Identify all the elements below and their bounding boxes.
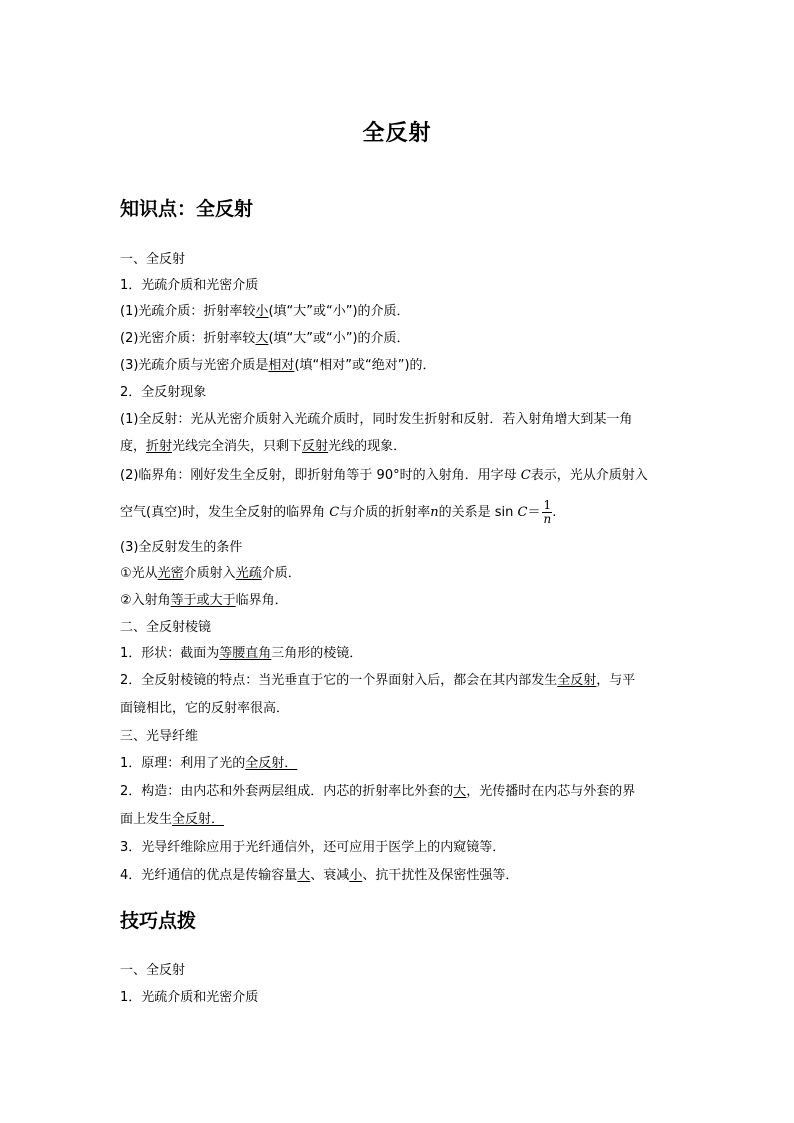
symbol-C: C: [329, 505, 340, 520]
text-line: 面镜相比，它的反射率很高．: [120, 701, 290, 716]
text-line: 一、全反射: [120, 252, 186, 267]
period: .: [552, 505, 557, 520]
text-span: ，光传播时在内芯与外套的界: [466, 784, 636, 799]
text-line: [120, 304, 410, 320]
symbol-C: C: [520, 468, 531, 483]
symbol-C: C: [517, 505, 528, 520]
text-span: 临界角．: [235, 593, 288, 608]
text-line: [120, 756, 297, 772]
text-line: 3．光导纤维除应用于光纤通信外，还可应用于医学上的内窥镜等．: [120, 840, 506, 855]
symbol-n: n: [430, 505, 439, 520]
answer-underlined: 光密: [157, 566, 184, 581]
text-span: 与介质的折射率: [339, 505, 431, 520]
text-line: [120, 646, 362, 662]
text-span: 1．形状：截面为: [120, 646, 220, 661]
text-span: 1．原理：利用了光的: [120, 756, 246, 771]
text-line-formula: [120, 498, 556, 528]
answer-underlined: 折射: [146, 439, 173, 454]
answer-underlined: 小: [255, 304, 269, 319]
text-line: (1)全反射：光从光密介质射入光疏介质时，同时发生折射和反射．若入射角增大到某一角: [120, 412, 633, 427]
text-line: [120, 812, 224, 828]
text-line: [120, 868, 518, 884]
text-line: [120, 784, 635, 800]
text-span: 、抗干扰性及保密性强等．: [362, 868, 519, 883]
equals-sign: ＝: [527, 505, 541, 520]
text-span: 4．光纤通信的优点是传输容量: [120, 868, 298, 883]
text-span: ①光从: [120, 566, 158, 581]
text-span: ，与平: [596, 673, 636, 688]
answer-underlined: 等腰直角: [219, 646, 272, 661]
text-span: 介质．: [261, 566, 301, 581]
text-line: 二、全反射棱镜: [120, 620, 212, 635]
text-line: 三、光导纤维: [120, 729, 199, 744]
text-span: (2)临界角：刚好发生全反射，即折射角等于 90°时的入射角．用字母: [120, 468, 521, 483]
text-line: [120, 673, 635, 689]
text-span: 三角形的棱镜．: [271, 646, 363, 661]
fraction-denominator: n: [543, 512, 552, 526]
answer-underlined: 大: [297, 868, 311, 883]
answer-underlined: 大: [255, 331, 269, 346]
text-span: (填“相对”或“绝对”)的．: [294, 358, 436, 373]
text-line: [120, 331, 410, 347]
answer-underlined: 全反射．: [172, 812, 225, 827]
text-span: 表示，光从介质射入: [530, 468, 648, 483]
text-span: 2．全反射棱镜的特点：当光垂直于它的一个界面射入后，都会在其内部发生: [120, 673, 558, 688]
fraction-1-over-n: [542, 499, 552, 526]
text-span: 、衰减: [310, 868, 350, 883]
text-span: 空气(真空)时，发生全反射的临界角: [120, 505, 330, 520]
answer-underlined: 相对: [268, 358, 295, 373]
fraction-numerator: 1: [543, 498, 552, 512]
text-line: 2．全反射现象: [120, 385, 207, 400]
text-span: 介质射入: [183, 566, 236, 581]
text-span: 度，: [120, 439, 147, 454]
text-line: [120, 566, 301, 582]
section-heading-knowledge: 知识点：全反射: [120, 198, 254, 220]
text-span: 光线完全消失，只剩下: [172, 439, 303, 454]
text-line: [120, 593, 288, 609]
text-span: (1)光疏介质：折射率较: [120, 304, 256, 319]
text-span: (填“大”或“小”)的介质．: [268, 304, 410, 319]
text-span: ②入射角: [120, 593, 171, 608]
text-line: 1．光疏介质和光密介质: [120, 990, 259, 1005]
answer-underlined: 等于或大于: [170, 593, 236, 608]
text-span: (填“大”或“小”)的介质．: [268, 331, 410, 346]
text-line: 一、全反射: [120, 963, 186, 978]
answer-underlined: 光疏: [235, 566, 262, 581]
text-span: (2)光密介质：折射率较: [120, 331, 256, 346]
answer-underlined: 小: [349, 868, 363, 883]
text-line: [120, 358, 436, 374]
section-heading-tips: 技巧点拨: [120, 910, 197, 932]
text-span: (3)光疏介质与光密介质是: [120, 358, 269, 373]
text-span: 面上发生: [120, 812, 173, 827]
text-span: 2．构造：由内芯和外套两层组成．内芯的折射率比外套的: [120, 784, 454, 799]
answer-underlined: 反射: [302, 439, 329, 454]
page-title: 全反射: [362, 121, 432, 146]
text-line: 1．光疏介质和光密介质: [120, 278, 259, 293]
answer-underlined: 全反射: [557, 673, 597, 688]
text-span: 的关系是 sin: [438, 505, 518, 520]
text-line: (3)全反射发生的条件: [120, 540, 243, 555]
text-line: [120, 468, 648, 484]
text-span: 光线的现象．: [328, 439, 407, 454]
answer-underlined: 大: [453, 784, 467, 799]
text-line: [120, 439, 406, 455]
answer-underlined: 全反射．: [245, 756, 298, 771]
